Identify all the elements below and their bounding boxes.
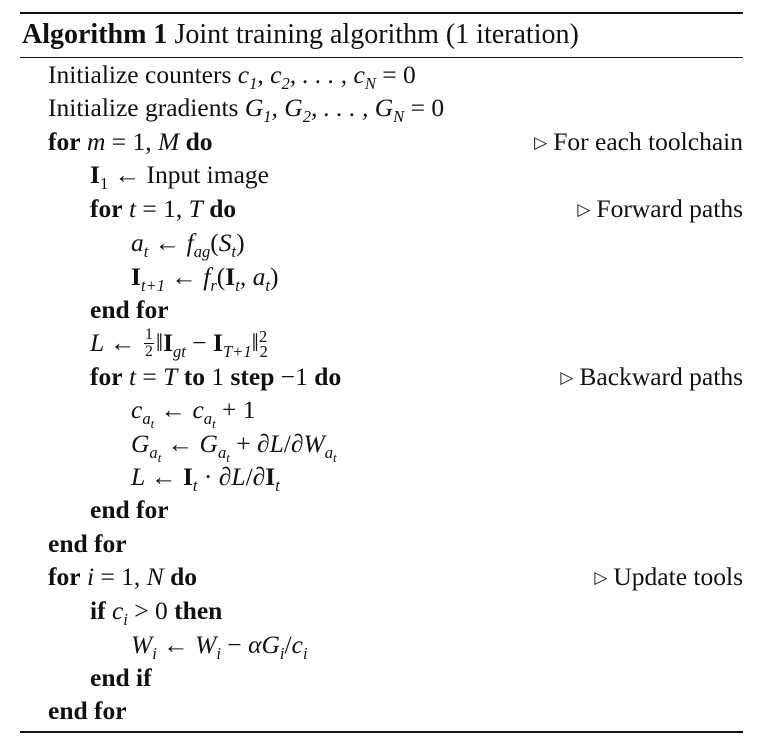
math-expression: $c_{a_t}$ ← $c_{a_t} + 1$: [131, 395, 256, 431]
math-expression: −1: [280, 362, 308, 391]
math-expression: L ← $I_t \cdot \partial L/\partial I_t$: [131, 462, 280, 495]
bottom-rule: [20, 731, 743, 733]
keyword-step: step: [230, 362, 275, 391]
keyword-do: do: [170, 562, 197, 591]
math-expression: $W_i$ ← $W_i - \alpha G_i/c_i$: [131, 630, 308, 663]
caption-label: Algorithm 1: [22, 19, 168, 50]
top-rule: [20, 12, 743, 14]
line-body: [90, 360, 341, 394]
math-expression: $c_1$, $c_2$, . . . , $c_N = 0$: [237, 60, 416, 93]
line-init-gradients: [20, 91, 743, 125]
keyword-for: for: [48, 562, 81, 591]
keyword-end-for: end for: [48, 696, 127, 725]
keyword-do: do: [185, 127, 213, 156]
line-if: [20, 594, 743, 628]
line-end-for-outer: [20, 527, 743, 561]
math-expression: $c_i > 0$: [111, 596, 168, 629]
line-for-t-backward: [20, 360, 743, 394]
line-counter-update: [20, 393, 743, 431]
algorithm-caption: [22, 16, 579, 54]
init-counters-text: Initialize counters: [48, 60, 232, 89]
math-expression: i = 1, N: [86, 562, 164, 591]
triangle-right-icon: ▷: [594, 568, 608, 587]
algorithm-block: [20, 0, 743, 746]
keyword-do: do: [314, 362, 342, 391]
keyword-if: if: [90, 596, 106, 625]
keyword-to: to: [183, 362, 205, 391]
comment-backward: [560, 360, 743, 395]
math-expression: m = 1, M: [86, 127, 180, 156]
math-expression: $G_{a_t}$ ← $G_{a_t} + \partial L/\partial W_{a_t}$: [131, 429, 337, 465]
keyword-end-for: end for: [48, 529, 127, 558]
line-body: [48, 560, 197, 594]
line-end-for-forward: [20, 293, 743, 327]
line-end-for-backward: [20, 493, 743, 527]
keyword-for: for: [90, 194, 123, 223]
line-action: [20, 226, 743, 260]
line-body: [48, 125, 213, 159]
comment-text: Backward paths: [579, 362, 743, 391]
line-body: [90, 594, 222, 628]
keyword-do: do: [209, 194, 237, 223]
line-gradient-update: [20, 427, 743, 465]
line-loss: [20, 326, 743, 360]
comment-forward: [577, 192, 743, 227]
math-expression: $G_1$, $G_2$, . . . , $G_N = 0$: [244, 93, 445, 126]
init-gradients-text: Initialize gradients: [48, 93, 239, 122]
keyword-for: for: [48, 127, 81, 156]
comment-text: Update tools: [613, 562, 743, 591]
line-end-for-final: [20, 694, 743, 728]
caption-title: Joint training algorithm (1 iteration): [174, 19, 579, 50]
triangle-right-icon: ▷: [560, 368, 574, 387]
line-body: $I_1$ ← Input image: [90, 160, 269, 193]
math-expression: t = 1, T: [128, 194, 203, 223]
line-for-t-forward: [20, 192, 743, 226]
comment-toolchain: [534, 125, 743, 160]
keyword-for: for: [90, 362, 123, 391]
keyword-end-for: end for: [90, 495, 169, 524]
line-render: [20, 260, 743, 294]
line-body: [48, 58, 416, 92]
triangle-right-icon: ▷: [534, 133, 548, 152]
comment-text: Forward paths: [596, 194, 743, 223]
input-image-text: Input image: [146, 160, 269, 189]
line-init-counters: [20, 58, 743, 92]
line-for-m: [20, 125, 743, 159]
comment-update: [594, 560, 743, 595]
keyword-end-for: end for: [90, 295, 169, 324]
line-input-image: [20, 158, 743, 192]
line-for-i: [20, 560, 743, 594]
keyword-end-if: end if: [90, 663, 152, 692]
triangle-right-icon: ▷: [577, 200, 591, 219]
line-loss-backprop: [20, 460, 743, 494]
math-expression: $I_{t+1}$ ← $f_r(I_t$, $a_t$): [131, 262, 279, 295]
math-expression: 1: [211, 362, 225, 391]
line-weight-update: [20, 628, 743, 662]
math-expression: L ← $\frac{1}{2}$ $‖I_{gt}$ − $I_{T+1}‖^2_2$: [90, 325, 268, 361]
math-expression: I: [90, 160, 100, 189]
line-body: [90, 192, 236, 226]
line-body: [48, 91, 444, 125]
line-end-if: [20, 661, 743, 695]
math-expression: t = T: [128, 362, 178, 391]
comment-text: For each toolchain: [553, 127, 743, 156]
keyword-then: then: [174, 596, 223, 625]
math-expression: $a_t$ ← $f_{ag}(S_t)$: [131, 228, 245, 261]
